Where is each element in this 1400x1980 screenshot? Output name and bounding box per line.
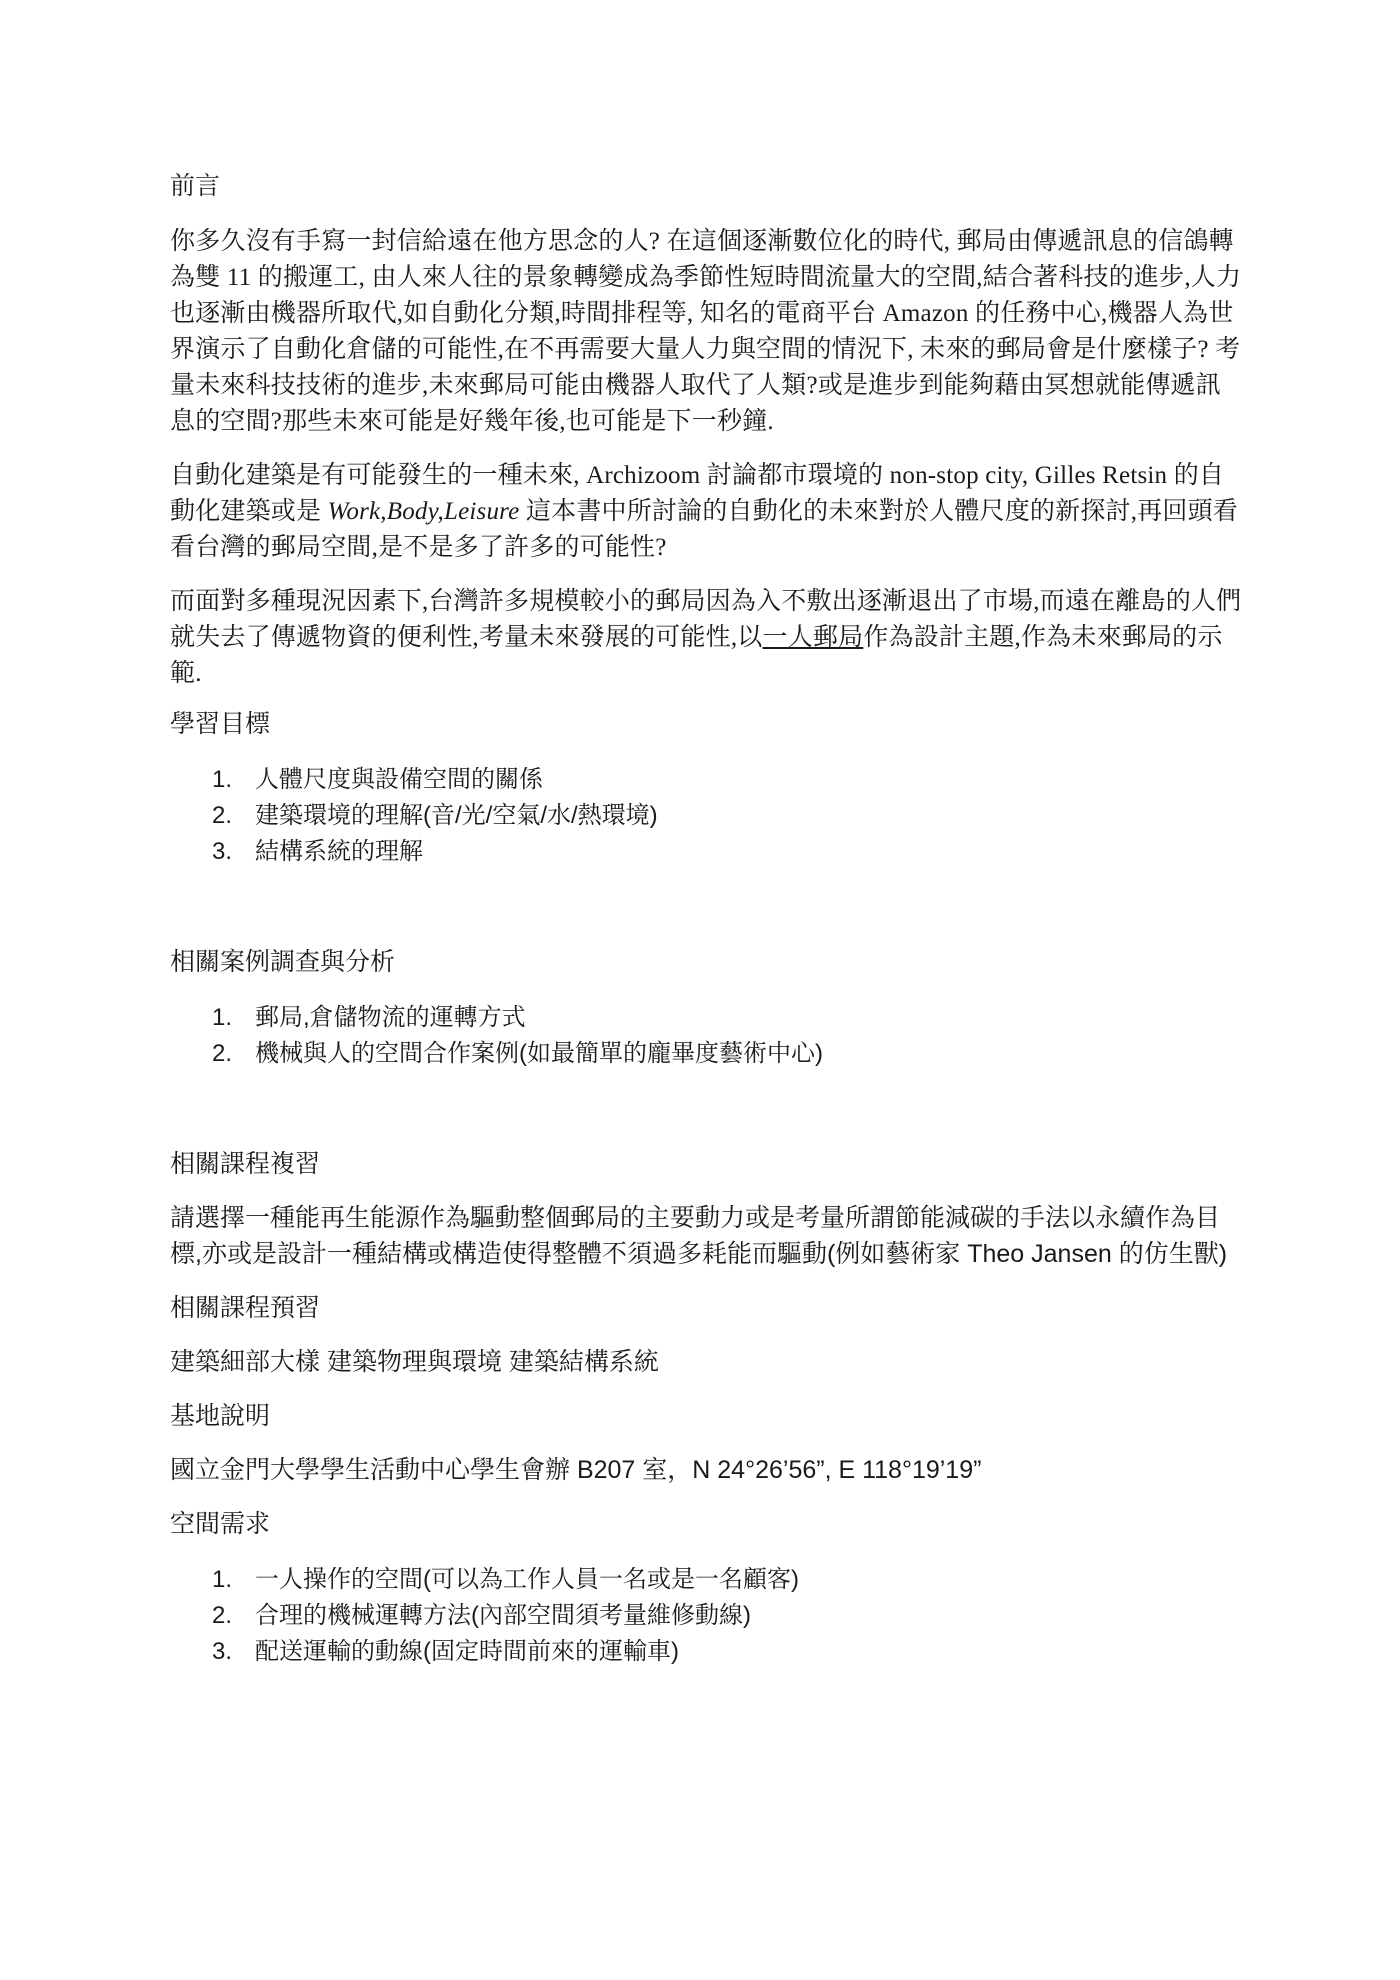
review-paragraph: 請選擇一種能再生能源作為驅動整個郵局的主要動力或是考量所謂節能減碳的手法以永續作為目標,亦或是設計一種結構或構造使得整體不須過多耗能而驅動(例如藝術家 Theo Jansen 的仿生獸) [170,1204,1228,1268]
preview-paragraph: 建築細部大樣 建築物理與環境 建築結構系統 [170,1348,659,1376]
list-item-text: 機械與人的空間合作案例(如最簡單的龐畢度藝術中心) [255,1040,823,1067]
goals-list [170,762,1245,870]
intro-paragraph-3-part-a: 而面對多種現況因素下,台灣許多規模較小的郵局因為入不敷出逐漸退出了市場,而遠在離島的人們就失去了傳遞物資的便利性,考量未來發展的可能性,以 [170,588,1242,651]
site-paragraph: 國立金門大學學生活動中心學生會辦 B207 室，N 24°26’56”, E 118°19’19” [170,1456,982,1484]
list-number: 1. [212,766,233,793]
intro-paragraph-3-part-b: 作為設計主題,作為未來郵局的示範. [170,624,1223,687]
list-number: 1. [212,1566,233,1593]
list-item [170,1036,1245,1072]
intro-paragraph-2 [170,458,1245,566]
intro-paragraph-3 [170,584,1245,692]
list-number: 2. [212,802,233,829]
intro-paragraph-2-part-a: 自動化建築是有可能發生的一種未來, Archizoom 討論都市環境的 non-stop city, Gilles Retsin 的自動化建築或是 [170,462,1225,525]
list-item-text: 合理的機械運轉方法(內部空間須考量維修動線) [255,1602,751,1629]
intro-paragraph-2-part-b: 這本書中所討論的自動化的未來對於人體尺度的新探討,再回頭看看台灣的郵局空間,是不是多了許多的可能性? [170,498,1238,561]
document-page [170,168,1245,1670]
section-heading-goals: 學習目標 [170,710,271,738]
list-item [170,798,1245,834]
section-heading-review: 相關課程複習 [170,1150,321,1178]
list-item-text: 郵局,倉儲物流的運轉方式 [255,1004,526,1031]
section-heading-preview: 相關課程預習 [170,1294,321,1322]
intro-paragraph-1: 你多久沒有手寫一封信給遠在他方思念的人? 在這個逐漸數位化的時代, 郵局由傳遞訊息的信鴿轉為雙 11 的搬運工, 由人來人往的景象轉變成為季節性短時間流量大的空間,結合著科技的進步,人力也逐漸由機器所取代,如自動化分類,時間排程等, 知名的電商平台 Amazon 的任務中心,機器人為世界演示了自動化倉儲的可能性,在不再需要大量人力與空間的情況下, 未來的郵局會是什麼樣子? 考量未來科技技術的進步,未來郵局可能由機器人取代了人類?或是進步到能夠藉由冥想就能傳遞訊息的空間?那些未來可能是好幾年後,也可能是下一秒鐘. [170,228,1242,435]
list-item [170,1598,1245,1634]
space-requirements-list [170,1562,1245,1670]
list-item-text: 結構系統的理解 [255,838,423,865]
list-number: 3. [212,1638,233,1665]
list-item [170,1634,1245,1670]
section-heading-intro: 前言 [170,172,221,200]
list-number: 2. [212,1040,233,1067]
book-title-italic: Work,Body,Leisure [327,498,520,525]
list-item-text: 配送運輸的動線(固定時間前來的運輸車) [255,1638,679,1665]
section-heading-cases: 相關案例調查與分析 [170,948,396,976]
list-item [170,1000,1245,1036]
list-item [170,762,1245,798]
design-theme-underlined: 一人郵局 [762,624,864,651]
list-number: 1. [212,1004,233,1031]
list-item-text: 建築環境的理解(音/光/空氣/水/熱環境) [255,802,658,829]
cases-list [170,1000,1245,1072]
list-number: 3. [212,838,233,865]
list-number: 2. [212,1602,233,1629]
section-heading-site: 基地說明 [170,1402,271,1430]
list-item-text: 一人操作的空間(可以為工作人員一名或是一名顧客) [255,1566,799,1593]
list-item [170,834,1245,870]
list-item [170,1562,1245,1598]
section-heading-space: 空間需求 [170,1510,271,1538]
list-item-text: 人體尺度與設備空間的關係 [255,766,543,793]
